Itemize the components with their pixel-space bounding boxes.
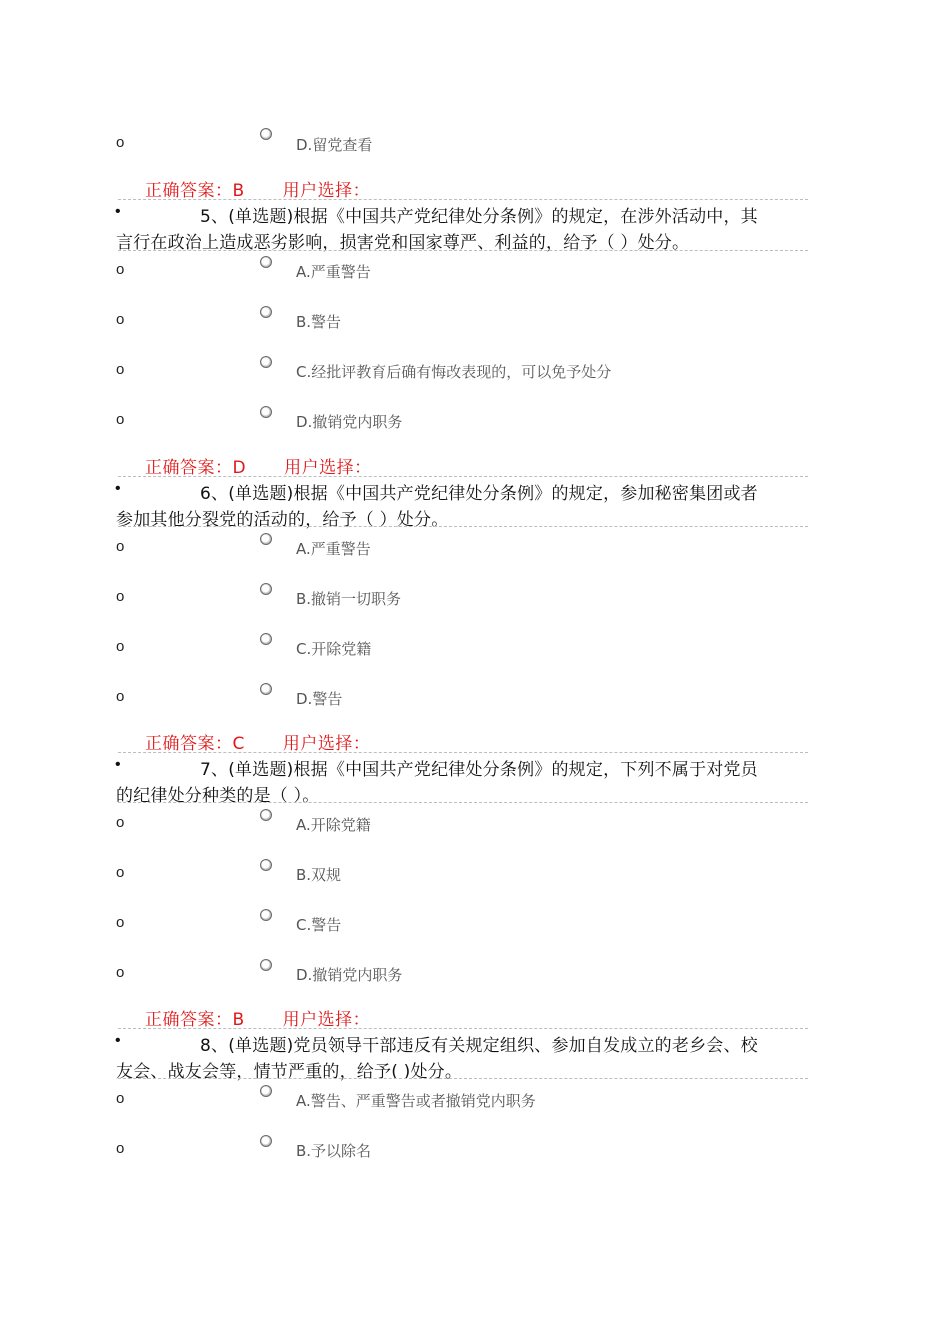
radio-option-q6-d[interactable] (260, 683, 272, 695)
answer-row-q4 (145, 176, 370, 201)
sub-bullet: o (116, 964, 125, 981)
user-choice: 用户选择： (282, 181, 371, 201)
correct-answer: 正确答案：B (145, 181, 245, 201)
option-q7-c: C.警告 (296, 916, 342, 934)
divider (118, 1078, 808, 1079)
divider (118, 250, 808, 251)
question-7-line-1: 7、(单选题)根据《中国共产党纪律处分条例》的规定，下列不属于对党员 (200, 760, 758, 780)
divider (118, 526, 808, 527)
answer-row-q7 (145, 1005, 370, 1030)
radio-option-q7-a[interactable] (260, 809, 272, 821)
option-q6-c: C.开除党籍 (296, 640, 372, 658)
sub-bullet: o (116, 688, 125, 705)
option-q6-a: A.严重警告 (296, 540, 371, 558)
question-bullet: • (115, 756, 121, 773)
option-q5-b: B.警告 (296, 313, 342, 331)
question-6-line-2: 参加其他分裂党的活动的，给予（ ）处分。 (116, 510, 449, 530)
sub-bullet: o (116, 588, 125, 605)
radio-option-q7-c[interactable] (260, 909, 272, 921)
sub-bullet: o (116, 1140, 125, 1157)
correct-answer: 正确答案：B (145, 1010, 245, 1030)
sub-bullet: o (116, 638, 125, 655)
option-q6-b: B.撤销一切职务 (296, 590, 402, 608)
radio-option-q7-b[interactable] (260, 859, 272, 871)
radio-option-q4-d[interactable] (260, 128, 272, 140)
sub-bullet: o (116, 361, 125, 378)
question-5-line-2: 言行在政治上造成恶劣影响，损害党和国家尊严、利益的，给予（ ）处分。 (116, 233, 690, 253)
question-5-line-1: 5、(单选题)根据《中国共产党纪律处分条例》的规定，在涉外活动中，其 (200, 207, 758, 227)
question-6-line-1: 6、(单选题)根据《中国共产党纪律处分条例》的规定，参加秘密集团或者 (200, 484, 758, 504)
radio-option-q5-c[interactable] (260, 356, 272, 368)
option-q7-a: A.开除党籍 (296, 816, 371, 834)
option-q5-c: C.经批评教育后确有悔改表现的，可以免予处分 (296, 363, 612, 381)
option-q5-a: A.严重警告 (296, 263, 371, 281)
question-8-line-1: 8、(单选题)党员领导干部违反有关规定组织、参加自发成立的老乡会、校 (200, 1036, 758, 1056)
user-choice: 用户选择： (284, 458, 372, 478)
sub-bullet: o (116, 914, 125, 931)
sub-bullet: o (116, 311, 125, 328)
radio-option-q7-d[interactable] (260, 959, 272, 971)
option-q4-d: D.留党查看 (296, 136, 373, 154)
user-choice: 用户选择： (282, 734, 371, 754)
sub-bullet: o (116, 864, 125, 881)
question-bullet: • (115, 1032, 121, 1049)
answer-row-q6 (145, 729, 370, 754)
radio-option-q8-a[interactable] (260, 1085, 272, 1097)
divider (118, 752, 808, 753)
divider (118, 199, 808, 200)
correct-answer: 正确答案：D (145, 458, 247, 478)
option-q8-b: B.予以除名 (296, 1142, 372, 1160)
option-q5-d: D.撤销党内职务 (296, 413, 403, 431)
question-8-line-2: 友会、战友会等，情节严重的，给予( )处分。 (116, 1062, 463, 1082)
question-bullet: • (115, 203, 121, 220)
sub-bullet: o (116, 261, 125, 278)
sub-bullet: o (116, 134, 125, 151)
sub-bullet: o (116, 538, 125, 555)
divider (118, 802, 808, 803)
divider (118, 1028, 808, 1029)
sub-bullet: o (116, 814, 125, 831)
sub-bullet: o (116, 1090, 125, 1107)
question-7-line-2: 的纪律处分种类的是（ ）。 (116, 786, 320, 806)
radio-option-q5-a[interactable] (260, 256, 272, 268)
answer-row-q5 (145, 453, 372, 478)
radio-option-q5-d[interactable] (260, 406, 272, 418)
option-q8-a: A.警告、严重警告或者撤销党内职务 (296, 1092, 536, 1110)
option-q7-d: D.撤销党内职务 (296, 966, 403, 984)
divider (118, 476, 808, 477)
sub-bullet: o (116, 411, 125, 428)
radio-option-q8-b[interactable] (260, 1135, 272, 1147)
radio-option-q6-b[interactable] (260, 583, 272, 595)
option-q7-b: B.双规 (296, 866, 342, 884)
user-choice: 用户选择： (282, 1010, 371, 1030)
question-bullet: • (115, 480, 121, 497)
radio-option-q6-c[interactable] (260, 633, 272, 645)
correct-answer: 正确答案：C (145, 734, 245, 754)
option-q6-d: D.警告 (296, 690, 343, 708)
radio-option-q6-a[interactable] (260, 533, 272, 545)
radio-option-q5-b[interactable] (260, 306, 272, 318)
